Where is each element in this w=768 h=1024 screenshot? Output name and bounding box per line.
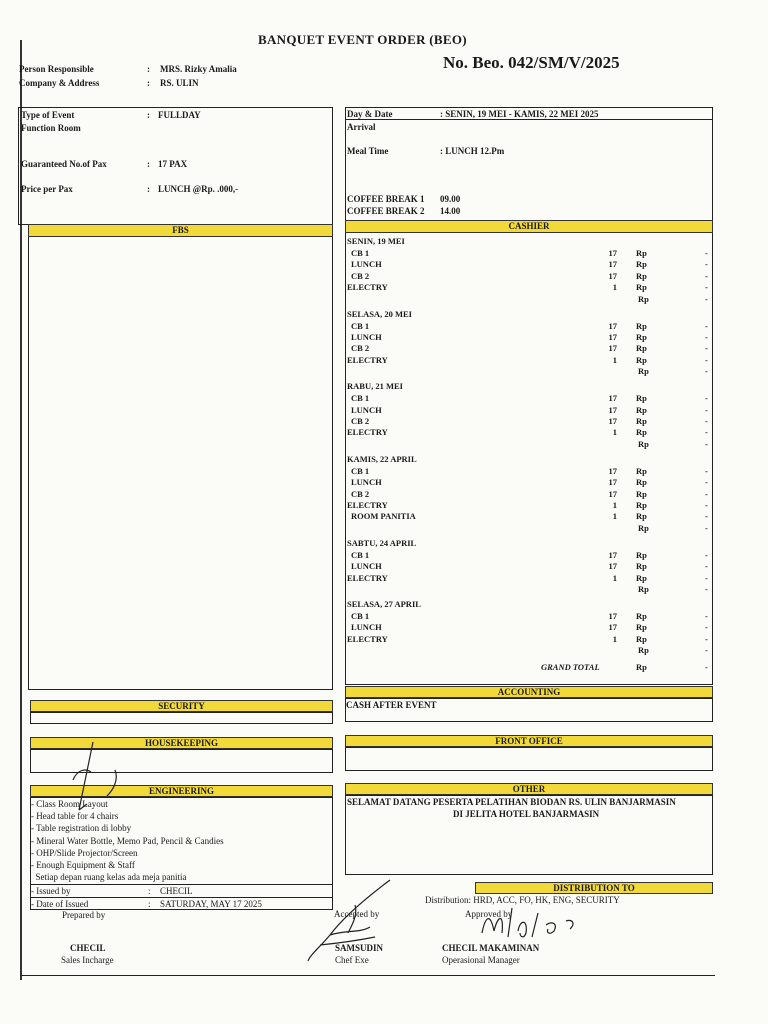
cashier-item-pax: 1 [612, 427, 617, 438]
cashier-item-currency: Rp [636, 572, 647, 583]
cashier-subtotal-currency: Rp [638, 645, 649, 656]
issued-by-label: - Issued by [31, 886, 71, 896]
cashier-day-label: RABU, 21 MEI [347, 381, 403, 392]
prepared-by-label: Prepared by [62, 910, 106, 920]
cashier-item-row [347, 415, 712, 427]
cashier-item-name: CB 1 [351, 611, 370, 621]
cashier-item-row [347, 426, 712, 438]
cashier-item-amount: - [705, 477, 708, 488]
meal-label: Meal Time [347, 146, 389, 156]
cashier-item-pax: 17 [608, 622, 617, 633]
cashier-item-pax: 17 [608, 332, 617, 342]
prepared-by-name: CHECIL [70, 943, 106, 953]
cashier-item-name: LUNCH [351, 404, 382, 415]
cashier-item-name: CB 1 [351, 549, 370, 560]
other-line-1: SELAMAT DATANG PESERTA PELATIHAN BIODAN RS. ULIN BANJARMASIN [347, 797, 676, 807]
cashier-item-currency: Rp [636, 416, 647, 426]
cashier-subtotal-currency: Rp [638, 293, 649, 304]
cashier-day-heading [347, 537, 712, 549]
cashier-item-amount: - [705, 500, 708, 510]
cashier-item-amount: - [705, 611, 708, 621]
cashier-item-row [347, 258, 712, 270]
engineering-handwriting [55, 740, 135, 820]
grand-total-currency: Rp [636, 662, 647, 672]
engineering-item: - Head table for 4 chairs [31, 811, 119, 822]
cashier-subtotal-amount: - [705, 645, 708, 656]
company-colon: : [147, 78, 150, 88]
cashier-subtotal-currency: Rp [638, 584, 649, 594]
cashier-item-row [347, 499, 712, 511]
cashier-item-pax: 17 [608, 416, 617, 426]
cashier-item-name: ROOM PANITIA [351, 511, 416, 522]
cashier-item-pax: 1 [612, 511, 617, 522]
cashier-item-pax: 1 [612, 282, 617, 293]
cashier-day-label: SABTU, 24 APRIL [347, 537, 417, 548]
security-header: SECURITY [30, 700, 333, 712]
price-colon: : [147, 184, 150, 194]
cashier-item-currency: Rp [636, 404, 647, 415]
engineering-item: Setiap depan ruang kelas ada meja panitia [31, 872, 187, 883]
cashier-item-amount: - [705, 393, 708, 404]
price-value: LUNCH @Rp. .000,- [158, 184, 239, 194]
cashier-subtotal-row [347, 293, 712, 305]
cashier-item-name: ELECTRY [347, 500, 388, 510]
cashier-item-pax: 17 [608, 488, 617, 499]
cashier-item-amount: - [705, 465, 708, 476]
cashier-item-amount: - [705, 259, 708, 270]
cashier-item-row [347, 572, 712, 584]
cashier-header: CASHIER [345, 220, 713, 233]
cashier-item-pax: 17 [608, 393, 617, 404]
cashier-item-pax: 17 [608, 477, 617, 488]
accepted-by-name: SAMSUDIN [335, 943, 384, 953]
cashier-item-currency: Rp [636, 477, 647, 488]
engineering-item: - Class Room Layout [31, 799, 108, 809]
cashier-item-currency: Rp [636, 343, 647, 354]
approved-signature [480, 903, 600, 943]
cashier-subtotal-row [347, 365, 712, 377]
cashier-subtotal-row [347, 644, 712, 656]
accepted-signature [300, 875, 410, 965]
cashier-item-name: CB 1 [351, 320, 370, 331]
cashier-item-currency: Rp [636, 320, 647, 331]
cashier-item-amount: - [705, 416, 708, 426]
type-value: FULLDAY [158, 110, 201, 120]
distribution-text: Distribution: HRD, ACC, FO, HK, ENG, SECURITY [425, 895, 620, 905]
security-box [30, 712, 333, 724]
cashier-item-row [347, 560, 712, 572]
cashier-item-currency: Rp [636, 427, 647, 438]
issued-divider [30, 897, 333, 898]
cashier-item-currency: Rp [636, 500, 647, 510]
cashier-item-row [347, 404, 712, 416]
cashier-item-currency: Rp [636, 465, 647, 476]
cashier-item-name: ELECTRY [347, 633, 388, 644]
cashier-item-pax: 17 [608, 343, 617, 354]
cashier-item-row [347, 392, 712, 404]
cashier-item-pax: 17 [608, 270, 617, 281]
cashier-subtotal-row [347, 522, 712, 534]
cashier-item-row [347, 510, 712, 522]
price-label: Price per Pax [21, 184, 73, 194]
pax-label: Guaranteed No.of Pax [21, 159, 107, 169]
cashier-item-pax: 1 [612, 633, 617, 644]
cashier-item-name: LUNCH [351, 622, 382, 633]
document-title: BANQUET EVENT ORDER (BEO) [258, 32, 467, 47]
cashier-subtotal-currency: Rp [638, 522, 649, 533]
cashier-item-row [347, 247, 712, 259]
cashier-item-name: CB 1 [351, 465, 370, 476]
accepted-by-role: Chef Exe [335, 955, 369, 965]
bottom-page-edge [20, 975, 715, 976]
cashier-item-name: CB 2 [351, 270, 370, 281]
cashier-subtotal-amount: - [705, 438, 708, 449]
issued-by-value: CHECIL [160, 886, 193, 896]
coffee-break-2-time: 14.00 [440, 206, 461, 216]
cashier-item-currency: Rp [636, 282, 647, 293]
coffee-break-1-label: COFFEE BREAK 1 [347, 194, 425, 204]
prepared-by-role: Sales Incharge [61, 955, 114, 965]
fbs-header: FBS [28, 224, 333, 237]
cashier-subtotal-row [347, 438, 712, 450]
cashier-item-currency: Rp [636, 511, 647, 522]
cashier-item-currency: Rp [636, 354, 647, 365]
cashier-item-amount: - [705, 343, 708, 354]
cashier-subtotal-row [347, 583, 712, 595]
person-value: MRS. Rizky Amalia [160, 64, 237, 74]
grand-total-value: - [705, 662, 708, 672]
approved-by-label: Approved by [465, 909, 513, 919]
cashier-item-row [347, 320, 712, 332]
cashier-item-row [347, 465, 712, 477]
engineering-item: - OHP/Slide Projector/Screen [31, 847, 138, 858]
engineering-item: - Enough Equipment & Staff [31, 860, 135, 870]
issued-date-label: - Date of Issued [31, 899, 89, 909]
cashier-item-amount: - [705, 270, 708, 281]
cashier-item-pax: 17 [608, 259, 617, 270]
cashier-item-amount: - [705, 404, 708, 415]
cashier-item-name: CB 2 [351, 343, 370, 354]
other-line-2: DI JELITA HOTEL BANJARMASIN [453, 809, 600, 819]
schedule-divider [345, 119, 713, 120]
cashier-item-name: LUNCH [351, 477, 382, 488]
cashier-item-name: ELECTRY [347, 427, 388, 438]
pax-value: 17 PAX [158, 159, 188, 169]
cashier-item-row [347, 476, 712, 488]
cashier-item-amount: - [705, 572, 708, 583]
cashier-item-pax: 17 [608, 248, 617, 258]
cashier-item-pax: 1 [612, 354, 617, 365]
coffee-break-2-label: COFFEE BREAK 2 [347, 206, 425, 216]
cashier-day-label: SELASA, 27 APRIL [347, 599, 421, 609]
cashier-item-name: CB 1 [351, 393, 370, 404]
cashier-item-currency: Rp [636, 633, 647, 644]
cashier-item-currency: Rp [636, 270, 647, 281]
engineering-item: - Mineral Water Bottle, Memo Pad, Pencil & Candies [31, 835, 224, 846]
cashier-day-label: KAMIS, 22 APRIL [347, 453, 417, 464]
cashier-item-currency: Rp [636, 622, 647, 633]
cashier-item-row [347, 621, 712, 633]
cashier-item-amount: - [705, 427, 708, 438]
other-box [345, 795, 713, 875]
coffee-break-1-time: 09.00 [440, 194, 461, 204]
accepted-by-label: Accepted by [334, 909, 380, 919]
cashier-item-currency: Rp [636, 393, 647, 404]
beo-number: No. Beo. 042/SM/V/2025 [443, 53, 620, 72]
cashier-item-row [347, 488, 712, 500]
cashier-item-row [347, 331, 712, 343]
cashier-subtotal-currency: Rp [638, 366, 649, 377]
cashier-item-row [347, 270, 712, 282]
cashier-item-amount: - [705, 248, 708, 258]
type-colon: : [147, 110, 150, 120]
cashier-item-row [347, 549, 712, 561]
cashier-item-amount: - [705, 488, 708, 499]
front-office-header: FRONT OFFICE [345, 735, 713, 747]
cashier-item-pax: 17 [608, 549, 617, 560]
room-label: Function Room [21, 123, 81, 133]
cashier-item-name: LUNCH [351, 332, 382, 342]
cashier-item-currency: Rp [636, 549, 647, 560]
issued-date-value: SATURDAY, MAY 17 2025 [160, 899, 262, 909]
cashier-item-amount: - [705, 332, 708, 342]
person-label: Person Responsible [19, 64, 94, 74]
cashier-item-amount: - [705, 633, 708, 644]
cashier-item-row [347, 342, 712, 354]
distribution-header: DISTRIBUTION TO [475, 882, 713, 894]
cashier-item-pax: 17 [608, 561, 617, 572]
cashier-item-name: CB 1 [351, 248, 370, 258]
cashier-item-currency: Rp [636, 611, 647, 621]
cashier-item-currency: Rp [636, 488, 647, 499]
cashier-item-amount: - [705, 561, 708, 572]
cashier-day-heading [347, 598, 712, 610]
cashier-item-amount: - [705, 549, 708, 560]
approved-by-name: CHECIL MAKAMINAN [442, 943, 540, 953]
front-office-box [345, 747, 713, 771]
cashier-item-amount: - [705, 622, 708, 633]
pax-colon: : [147, 159, 150, 169]
cashier-item-row [347, 633, 712, 645]
cashier-subtotal-amount: - [705, 584, 708, 594]
cashier-item-pax: 17 [608, 611, 617, 621]
cashier-item-name: ELECTRY [347, 282, 388, 293]
accounting-header: ACCOUNTING [345, 686, 713, 698]
cashier-item-currency: Rp [636, 248, 647, 258]
cashier-item-name: CB 2 [351, 416, 370, 426]
cashier-day-heading [347, 235, 712, 247]
cashier-day-label: SENIN, 19 MEI [347, 236, 405, 246]
accounting-text: CASH AFTER EVENT [346, 700, 437, 710]
cashier-item-currency: Rp [636, 259, 647, 270]
day-value: : SENIN, 19 MEI - KAMIS, 22 MEI 2025 [440, 109, 599, 119]
cashier-subtotal-amount: - [705, 293, 708, 304]
cashier-item-amount: - [705, 320, 708, 331]
grand-total-label: GRAND TOTAL [541, 662, 600, 672]
cashier-subtotal-amount: - [705, 522, 708, 533]
issued-by-colon: : [148, 886, 151, 896]
company-label: Company & Address [19, 78, 100, 88]
cashier-item-row [347, 610, 712, 622]
cashier-day-heading [347, 308, 712, 320]
cashier-item-amount: - [705, 354, 708, 365]
cashier-item-row [347, 354, 712, 366]
cashier-item-name: ELECTRY [347, 572, 388, 583]
cashier-item-pax: 17 [608, 404, 617, 415]
cashier-item-name: LUNCH [351, 259, 382, 270]
engineering-header: ENGINEERING [30, 785, 333, 797]
cashier-item-name: ELECTRY [347, 354, 388, 365]
issued-date-colon: : [148, 899, 151, 909]
cashier-day-heading [347, 380, 712, 392]
company-value: RS. ULIN [160, 78, 199, 88]
person-colon: : [147, 64, 150, 74]
cashier-item-name: LUNCH [351, 561, 382, 572]
cashier-item-row [347, 281, 712, 293]
approved-by-role: Operasional Manager [442, 955, 520, 965]
cashier-item-pax: 1 [612, 500, 617, 510]
day-label: Day & Date [347, 109, 393, 119]
cashier-day-label: SELASA, 20 MEI [347, 308, 412, 319]
cashier-item-pax: 17 [608, 320, 617, 331]
cashier-item-currency: Rp [636, 332, 647, 342]
meal-value: : LUNCH 12.Pm [440, 146, 505, 156]
cashier-subtotal-amount: - [705, 366, 708, 377]
type-label: Type of Event [21, 110, 75, 120]
cashier-day-heading [347, 453, 712, 465]
cashier-item-pax: 1 [612, 572, 617, 583]
cashier-item-currency: Rp [636, 561, 647, 572]
housekeeping-header: HOUSEKEEPING [30, 737, 333, 749]
cashier-item-pax: 17 [608, 465, 617, 476]
other-header: OTHER [345, 783, 713, 795]
cashier-item-name: CB 2 [351, 488, 370, 499]
cashier-item-amount: - [705, 282, 708, 293]
cashier-subtotal-currency: Rp [638, 438, 649, 449]
cashier-item-amount: - [705, 511, 708, 522]
engineering-item: - Table registration di lobby [31, 823, 132, 834]
fbs-box [28, 224, 333, 690]
arrival-label: Arrival [347, 122, 376, 132]
